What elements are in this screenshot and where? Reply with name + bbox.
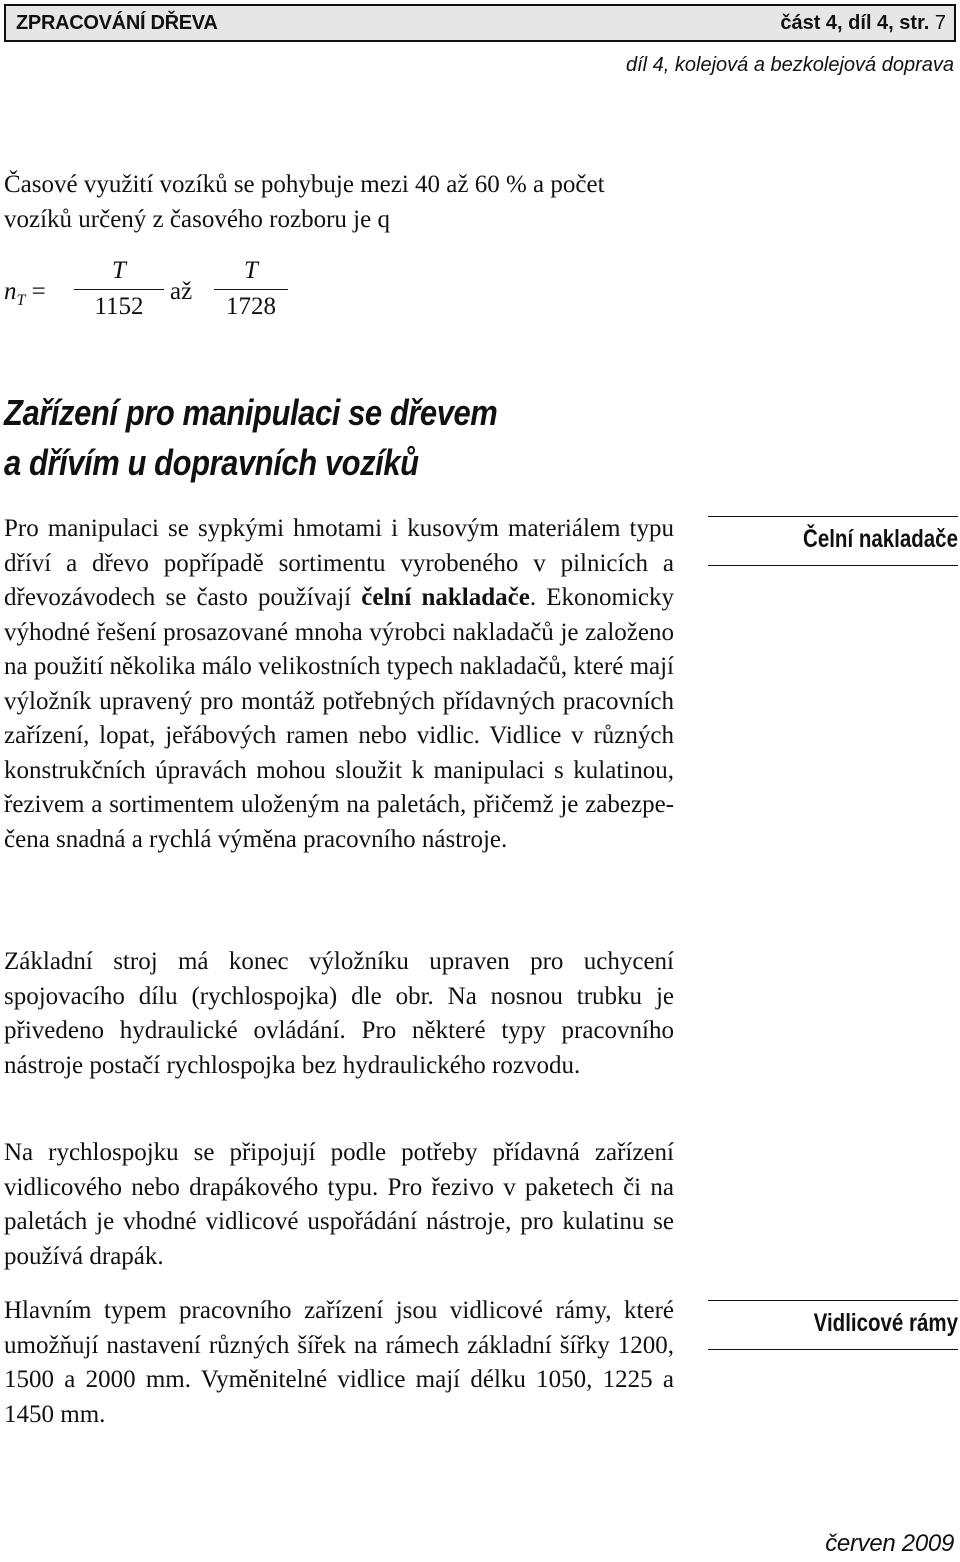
paragraph-4: Hlavním typem pracovního zařízení jsou vidlicové rámy, které umožňují nastavení různých šířek na rámech základní šířky 1200, 1500 a 2000 mm. Vyměnitelné vidlice mají délku 1050, 1225 a 1450 mm. [4,1297,674,1428]
formula-between: až [170,278,193,305]
paragraph-1-text-after: . Ekonomicky výhodné řešení prosazované mnoha výrobci nakladačů je založeno na použití několika málo velikostních typech nakladačů, které mají výložník upravený pro montáž potřebných přídavných pracovních zařízení, lopat, jeřábových ramen nebo vidlic. Vidlice v různých konstrukčních úpravách mohou sloužit k manipulaci s kulatinou, řezivem a sortimentem uloženým na paletách, přičemž je zabezpečena snadná a rychlá výměna pracovního nástroje. [4,584,675,853]
paragraph-1-bold-term: čelní nakladače [361,584,530,611]
header-section-title: ZPRACOVÁNÍ DŘEVA [16,12,218,34]
formula-fraction-1 [74,256,164,324]
formula [4,256,404,336]
section-heading [4,388,606,488]
formula-lhs-sub: T [16,292,26,309]
formula-lhs [4,278,46,310]
side-label-front-loaders-text: Čelní nakladače [803,525,958,553]
header-page-number: 7 [934,12,946,34]
formula-fraction-2 [214,256,288,324]
page-header [4,4,956,42]
formula-denominator-1: 1152 [94,293,144,320]
section-heading-line-1: Zařízení pro manipulaci se dřevem [4,392,498,433]
formula-equals: = [31,278,46,305]
side-label-fork-frames [708,1300,958,1350]
side-label-fork-frames-text: Vidlicové rámy [813,1309,958,1337]
formula-denominator-2: 1728 [226,293,276,320]
intro-paragraph: Časové využití vozíků se pohybuje mezi 40 až 60 % a počet vozíků určený z časového rozboru je q [4,171,605,233]
paragraph-2: Základní stroj má konec výložníku upraven pro uchycení spojovacího dílu (rychlospojka) dle obr. Na nosnou trubku je přivedeno hydraulické ovládání. Pro některé typy pracovního nástroje postačí rychlospojka bez hydraulického rozvodu. [4,948,674,1079]
paragraph-3: Na rychlospojku se připojují podle potřeby přídavná zařízení vidlicového nebo drapákového typu. Pro řezivo v paketech či na paletách je vhodné vidlicové uspořádání nástroje, pro kulatinu se používá drapák. [4,1139,674,1270]
paragraph-1 [4,512,674,857]
header-part-label: část 4, díl 4, str. [780,12,930,34]
section-heading-line-2: a dřívím u dopravních vozíků [4,442,419,483]
formula-lhs-var: n [4,278,17,305]
formula-numerator-2: T [244,257,258,284]
header-subtitle: díl 4, kolejová a bezkolejová doprava [626,54,954,76]
side-label-front-loaders [708,516,958,566]
formula-numerator-1: T [112,257,126,284]
header-page-ref [780,12,946,35]
footer-date: červen 2009 [825,1530,954,1557]
paragraph-1-text-before: Pro manipulaci se sypkými hmotami i kusovým materiálem typu dříví a dřevo popřípadě sortimentu vyrobeného v pilnicích a dřevozávodech se často používají [4,515,674,611]
